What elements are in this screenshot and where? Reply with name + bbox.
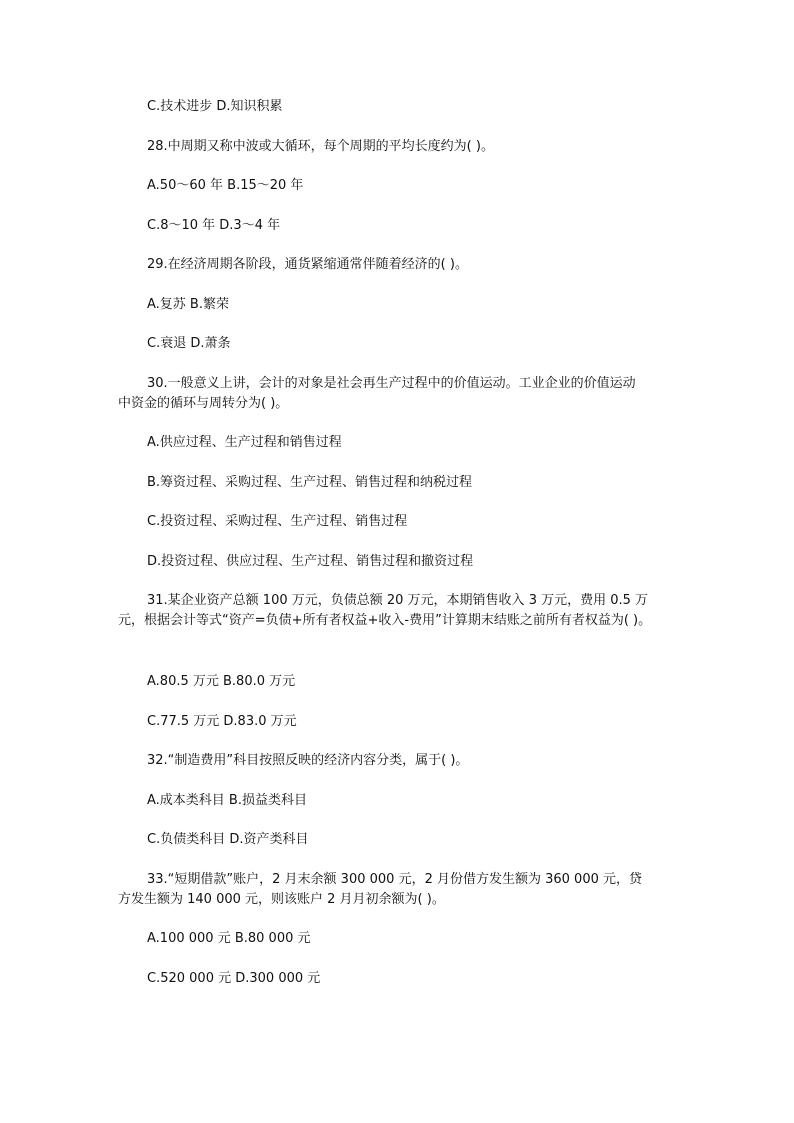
text-line: 31.某企业资产总额 100 万元，负债总额 20 万元，本期销售收入 3 万元，费用 0.5 万 (147, 593, 649, 608)
paragraph (118, 591, 718, 631)
paragraph (118, 552, 718, 572)
text-line: C.投资过程、采购过程、生产过程、销售过程 (147, 514, 408, 529)
paragraph (118, 830, 718, 850)
text-line: A.成本类科目 B.损益类科目 (147, 792, 307, 808)
text-line: B.筹资过程、采购过程、生产过程、销售过程和纳税过程 (147, 474, 473, 490)
text-line: A.供应过程、生产过程和销售过程 (147, 435, 342, 450)
paragraph (118, 870, 718, 910)
text-line: C.77.5 万元 D.83.0 万元 (147, 713, 297, 729)
paragraph (118, 929, 718, 949)
text-line: D.投资过程、供应过程、生产过程、销售过程和撤资过程 (147, 553, 474, 569)
text-line: A.100 000 元 B.80 000 元 (147, 931, 311, 946)
text-line: C.衰退 D.萧条 (147, 336, 231, 351)
paragraph (118, 255, 718, 275)
text-line: 32.“制造费用”科目按照反映的经济内容分类，属于( )。 (147, 753, 469, 768)
text-line: C.负债类科目 D.资产类科目 (147, 832, 309, 847)
paragraph (118, 216, 718, 236)
text-line: A.50～60 年 B.15～20 年 (147, 178, 304, 193)
text-line: A.复苏 B.繁荣 (147, 296, 229, 312)
text-line: 方发生额为 140 000 元，则该账户 2 月月初余额为( )。 (118, 891, 445, 907)
text-line: C.技术进步 D.知识积累 (147, 99, 283, 114)
text-line: 33.“短期借款”账户，2 月末余额 300 000 元，2 月份借方发生额为 360 000 元，贷 (147, 871, 642, 887)
text-line: 元，根据会计等式“资产=负债+所有者权益+收入-费用”计算期末结账之前所有者权益为( )。 (118, 613, 652, 628)
text-line: 29.在经济周期各阶段，通货紧缩通常伴随着经济的( )。 (147, 257, 468, 272)
paragraph (118, 97, 718, 117)
text-line: 30.一般意义上讲，会计的对象是社会再生产过程中的价值运动。工业企业的价值运动 (147, 375, 636, 391)
text-line: C.520 000 元 D.300 000 元 (147, 970, 321, 986)
paragraph (118, 473, 718, 493)
paragraph (118, 295, 718, 315)
text-line: C.8～10 年 D.3～4 年 (147, 217, 281, 233)
text-line: A.80.5 万元 B.80.0 万元 (147, 674, 296, 689)
paragraph (118, 672, 718, 692)
paragraph (118, 512, 718, 532)
document-body (118, 97, 718, 1008)
paragraph (118, 712, 718, 732)
paragraph (118, 969, 718, 989)
paragraph (118, 137, 718, 157)
paragraph (118, 176, 718, 196)
paragraph (118, 791, 718, 811)
paragraph (118, 334, 718, 354)
text-line: 28.中周期又称中波或大循环，每个周期的平均长度约为( )。 (147, 138, 494, 154)
paragraph (118, 433, 718, 453)
text-line: 中资金的循环与周转分为( )。 (118, 395, 289, 411)
paragraph (118, 751, 718, 771)
paragraph (118, 374, 718, 414)
